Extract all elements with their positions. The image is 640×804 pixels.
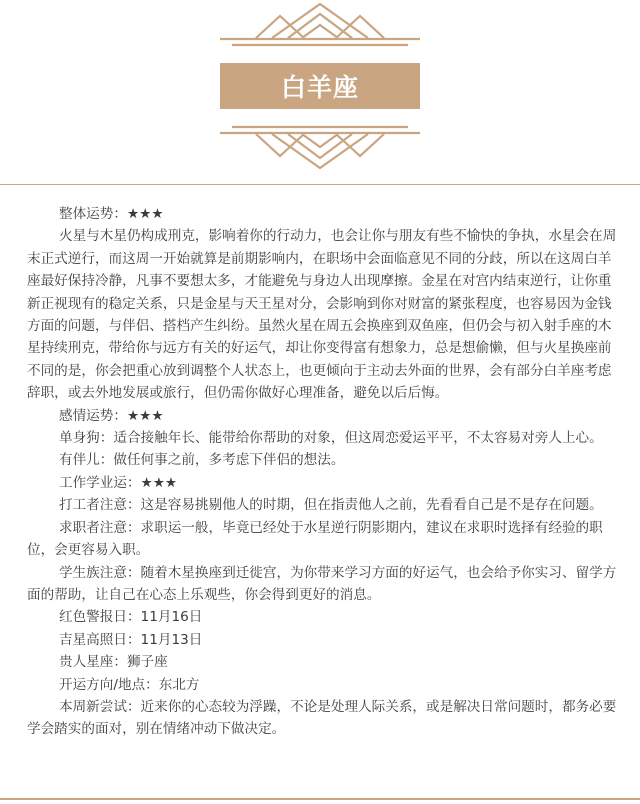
helpful-sign: 贵人星座：狮子座	[59, 654, 168, 671]
bottom-divider	[0, 798, 640, 800]
red-alert-day: 红色警报日：11月16日	[59, 609, 203, 626]
horoscope-content	[27, 203, 619, 741]
lucky-direction: 开运方向/地点：东北方	[59, 676, 200, 693]
single-paragraph: 单身狗：适合接触年长、能带给你帮助的对象，但这周恋爱运平平，不太容易对旁人上心。	[59, 430, 603, 447]
header-ornament	[0, 0, 640, 185]
jobseeker-paragraph: 求职者注意：求职运一般，毕竟已经处于水星逆行阴影期内，建议在求职时选择有经验的职位，会更容易入职。	[27, 519, 603, 559]
worker-paragraph: 打工者注意：这是容易挑剔他人的时期，但在指责他人之前，先看看自己是不是存在问题。	[59, 497, 603, 514]
overall-heading: 整体运势：★★★	[59, 206, 164, 222]
new-attempt-paragraph: 本周新尝试：近来你的心态较为浮躁，不论是处理人际关系，或是解决日常问题时，都务必要学会踏实的面对，别在情绪冲动下做决定。	[27, 698, 617, 738]
lucky-day: 吉星高照日：11月13日	[59, 631, 203, 648]
love-heading: 感情运势：★★★	[59, 407, 164, 424]
career-heading: 工作学业运：★★★	[59, 474, 178, 491]
student-paragraph: 学生族注意：随着木星换座到迁徙宫，为你带来学习方面的好运气，也会给予你实习、留学方面的帮助，让自己在心态上乐观些，你会得到更好的消息。	[27, 564, 617, 603]
partnered-paragraph: 有伴儿：做任何事之前，多考虑下伴侣的想法。	[59, 452, 345, 469]
title-banner	[220, 63, 420, 109]
page-title: 白羊座	[280, 73, 359, 102]
overall-paragraph: 火星与木星仍构成刑克，影响着你的行动力，也会让你与朋友有些不愉快的争执，水星会在周末正式逆行，而这周一开始就算是前期影响内，在职场中会面临意见不同的分歧，所以在这周白羊座最好保持冷静，凡事不要想太多，才能避免与身边人出现摩擦。金星在对宫内结束逆行，让你重新正视现有的稳定关系，只是金星与天王星对分，会影响到你对财富的紧张程度，也容易因为金钱方面的问题，与伴侣、搭档产生纠纷。虽然火星在周五会换座到双鱼座，但仍会与初入射手座的木星持续刑克，带给你与远方有关的好运气，却让你变得富有想象力，总是想偷懒，但与火星换座前不同的是，你会把重心放到调整个人状态上，也更倾向于主动去外面的世界，会有部分白羊座考虑辞职，或去外地发展或旅行，但仍需你做好心理准备，避免以后后悔。	[27, 228, 617, 402]
